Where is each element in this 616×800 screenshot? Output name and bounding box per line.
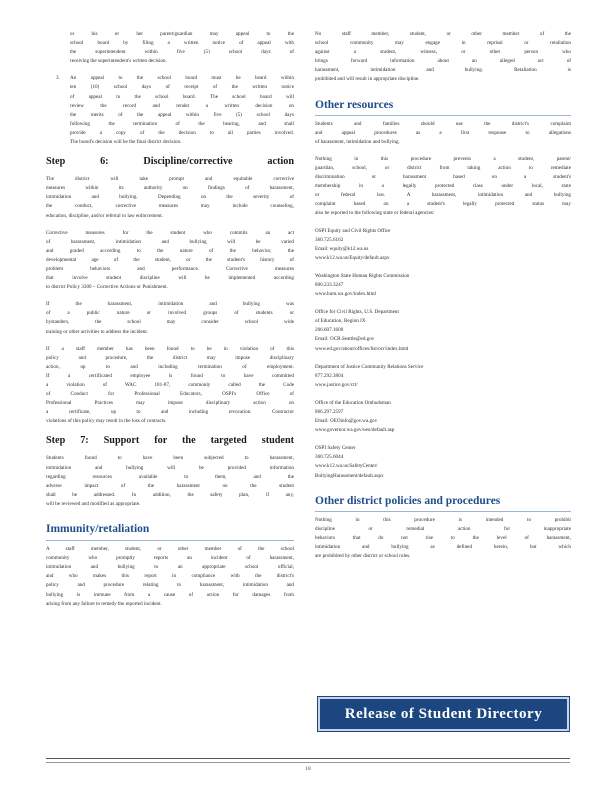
text-line: a violation of WAC 181-87, commonly called the Code (46, 382, 294, 388)
text-line: receiving the superintendent's written decision. (70, 58, 167, 65)
text-line: violations of this policy may result in the loss of contracts. (46, 418, 167, 425)
text-line: education, discipline, and/or referral to law enforcement. (46, 212, 163, 219)
text-line: No staff member, student, or other member of the (315, 31, 571, 37)
text-line: An appeal to the school board must be heard within (70, 75, 294, 82)
contact-line: 360.725.6044 (315, 454, 344, 461)
text-line: and appeal procedures as a first response to allegations (315, 129, 571, 136)
text-line: shall be addressed. In addition, the safety plan, if any, (46, 491, 294, 498)
text-line: following the termination of the hearing, and shall (70, 120, 294, 127)
text-line: of harassment, intimidation and bullying. (315, 138, 400, 145)
text-line: policy and procedure relating to harassment, intimidation and (46, 582, 294, 589)
text-line: problem behaviors and performance. Corrective measures (46, 265, 294, 272)
text-line: of appeal to the school board. The school board will (70, 93, 294, 100)
contact-line: www.justice.gov/crt/ (315, 381, 358, 388)
text-line: against a student, witness, or other person who (315, 49, 571, 56)
text-line: developmental age of the student, or the student's history of (46, 256, 294, 263)
contact-line: Email: OCR.Seattle@ed.gov (315, 336, 375, 343)
text-line: of harassment, intimidation and bullying will be varied (46, 238, 294, 245)
step6-paragraph-3 (46, 300, 294, 336)
text-line: or his or her parent/guardian may appeal to the (70, 31, 294, 37)
text-line: school community may engage in reprisal or retaliation (315, 40, 571, 47)
text-line: regarding resources available to them, and the (46, 473, 294, 480)
text-line: review the record and render a written decision on (70, 102, 294, 109)
step6-paragraph-1 (46, 175, 294, 220)
text-line: discipline or remedial action for inappropriate (315, 525, 571, 532)
text-line: harassment, intimidation and bullying. Retaliation is (315, 67, 571, 74)
text-line: guardian, school, or district from taking action to remediate (315, 164, 571, 171)
contact-line: OSPI Safety Center (315, 445, 356, 452)
contact-entry (315, 308, 571, 353)
other-policies-heading: Other district policies and procedures (315, 495, 571, 512)
appeal-step-3 (56, 74, 294, 147)
right-column (315, 30, 571, 569)
text-line: intimidation and bullying. Depending on the severity of (46, 194, 294, 201)
contact-line: OSPI Equity and Civil Rights Office (315, 227, 391, 234)
contact-line: Department of Justice Community Relations Service (315, 363, 424, 370)
list-number: 3. (56, 75, 60, 82)
immunity-paragraph (46, 545, 294, 609)
text-line: the merits of the appeal within five (5) school days (70, 111, 294, 118)
text-line: and graded according to the nature of the behavior, the (46, 247, 294, 254)
text-line: that involve student discipline will be implemented according (46, 275, 294, 282)
text-line: bullying is immune from a cause of action for damages from (46, 591, 294, 598)
contact-line: www.governor.wa.gov/oeo/default.asp (315, 427, 395, 434)
other-resources-heading: Other resources (315, 99, 571, 116)
resources-paragraph-2 (315, 155, 571, 219)
text-line: arising from any failure to remedy the reported incident. (46, 600, 162, 607)
text-line: intimidation and bullying will be provided information (46, 464, 294, 471)
contact-line: www.hum.wa.gov/index.html (315, 291, 377, 298)
text-line: action, up to and including termination of employment. (46, 363, 294, 370)
appeal-step-3-text (70, 74, 294, 147)
text-line: Nothing in this procedure prevents a student, parent/ (315, 155, 571, 162)
appeal-intro (70, 30, 294, 66)
text-line: measures within its authority on findings of harassment, (46, 185, 294, 192)
contact-entry (315, 272, 571, 299)
resources-paragraph-1 (315, 120, 571, 147)
contact-entry (315, 363, 571, 390)
step7-paragraph (46, 454, 294, 509)
text-line: are prohibited by other district or school rules. (315, 553, 411, 560)
text-line: membership in a legally protected class under local, state (315, 183, 571, 190)
text-line: Students and families should use the district's complaint (315, 120, 571, 127)
text-line: of a public nature or involved groups of students or (46, 310, 294, 317)
text-line: prohibited and will result in appropriate discipline. (315, 76, 420, 83)
text-line: of Conduct for Professional Educators, OSPI's Office of (46, 391, 294, 398)
text-line: will be reviewed and modified as appropriate. (46, 500, 141, 507)
step6-paragraph-4 (46, 345, 294, 427)
text-line: provide a copy of the decision to all parties involved. (70, 129, 294, 136)
text-line: adverse impact of the harassment on the student (46, 482, 294, 489)
text-line: policy and procedure, the district may impose disciplinary (46, 354, 294, 361)
text-line: intimidation and bullying as defined herein, but which (315, 543, 571, 550)
text-line: or federal law. A harassment, intimidation and bullying (315, 192, 571, 199)
text-line: If a staff member has been found to be in violation of this (46, 345, 294, 352)
text-line: training or other activities to address the incident. (46, 328, 149, 335)
step6-heading: Step 6: Discipline/corrective action (46, 156, 294, 168)
contact-line: 877.292.3804 (315, 372, 344, 379)
text-line: behaviors that do not rise to the level of harassment, (315, 534, 571, 541)
page-number: 18 (305, 766, 311, 772)
contact-list (315, 227, 571, 481)
text-line: If a certificated employee is found to have committed (46, 372, 294, 379)
text-line: a certificate, up to and including revocation. Contractor (46, 409, 294, 416)
left-column (46, 30, 294, 617)
text-line: brings forward information about an alleged act of (315, 58, 571, 65)
text-line: Corrective measures for the student who commits an act (46, 229, 294, 236)
contact-line: www.k12.wa.us/Equity/default.aspx (315, 254, 390, 261)
contact-line: BullyingHarassment/default.aspx (315, 472, 384, 479)
footer-rule (46, 758, 570, 759)
contact-line: 866.297.2597 (315, 409, 344, 415)
text-line: Professional Practices may impose disciplinary action on (46, 400, 294, 407)
contact-line: www.k12.wa.us/SafetyCenter/ (315, 463, 378, 470)
text-line: and who makes this report in compliance with the district's (46, 573, 294, 580)
contact-line: Office for Civil Rights, U.S. Department (315, 309, 399, 316)
text-line: Students found to have been subjected to harassment, (46, 455, 294, 462)
step7-heading: Step 7: Support for the targeted student (46, 435, 294, 447)
contact-line: www.ed.gov/about/offices/list/ocr/index.html (315, 345, 409, 352)
text-line: community who promptly reports an incident of harassment, (46, 555, 294, 562)
text-line: ten (10) school days of receipt of the written notice (70, 84, 294, 91)
contact-line: Washington State Human Rights Commission (315, 272, 410, 279)
text-line: The district will take prompt and equitable corrective (46, 176, 294, 183)
text-line: If the harassment, intimidation and bullying was (46, 301, 294, 308)
section-banner: Release of Student Directory (318, 697, 569, 731)
contact-entry (315, 399, 571, 435)
text-line: the conduct, corrective measures may include counseling, (46, 203, 294, 210)
contact-line: 360.725.6162 (315, 236, 344, 243)
contact-line: of Education, Region IX (315, 318, 366, 325)
text-line: discrimination or harassment based on a student's (315, 174, 571, 181)
contact-line: Email: equity@k12.wa.us (315, 245, 369, 252)
contact-entry (315, 444, 571, 480)
policies-paragraph (315, 516, 571, 561)
text-line: the superintendent within five (5) school days of (70, 49, 294, 56)
contact-line: Email: OEOinfo@gov.wa.gov (315, 418, 378, 425)
text-line: Nothing in this procedure is intended to prohibit (315, 516, 571, 523)
no-retaliation-paragraph (315, 30, 571, 85)
contact-entry (315, 227, 571, 263)
immunity-heading: Immunity/retaliation (46, 523, 294, 541)
footer-rule-secondary (46, 762, 570, 763)
text-line: The board's decision will be the final district decision. (70, 139, 182, 146)
text-line: complaint based on a student's legally protected status may (315, 201, 571, 208)
text-line: also be reported to the following state or federal agencies: (315, 210, 435, 217)
contact-line: 800.233.3247 (315, 281, 344, 288)
contact-line: 206.607.1600 (315, 327, 344, 334)
text-line: A staff member, student, or other member of the school (46, 546, 294, 553)
text-line: school board by filing a written notice of appeal with (70, 40, 294, 47)
text-line: intimidation and bullying to an appropriate school official, (46, 564, 294, 571)
text-line: bystanders, the school may consider school wide (46, 319, 294, 326)
contact-line: Office of the Education Ombudsman (315, 399, 391, 406)
step6-paragraph-2 (46, 229, 294, 293)
text-line: to district Policy 3300 – Corrective Actions or Punishment. (46, 284, 168, 291)
